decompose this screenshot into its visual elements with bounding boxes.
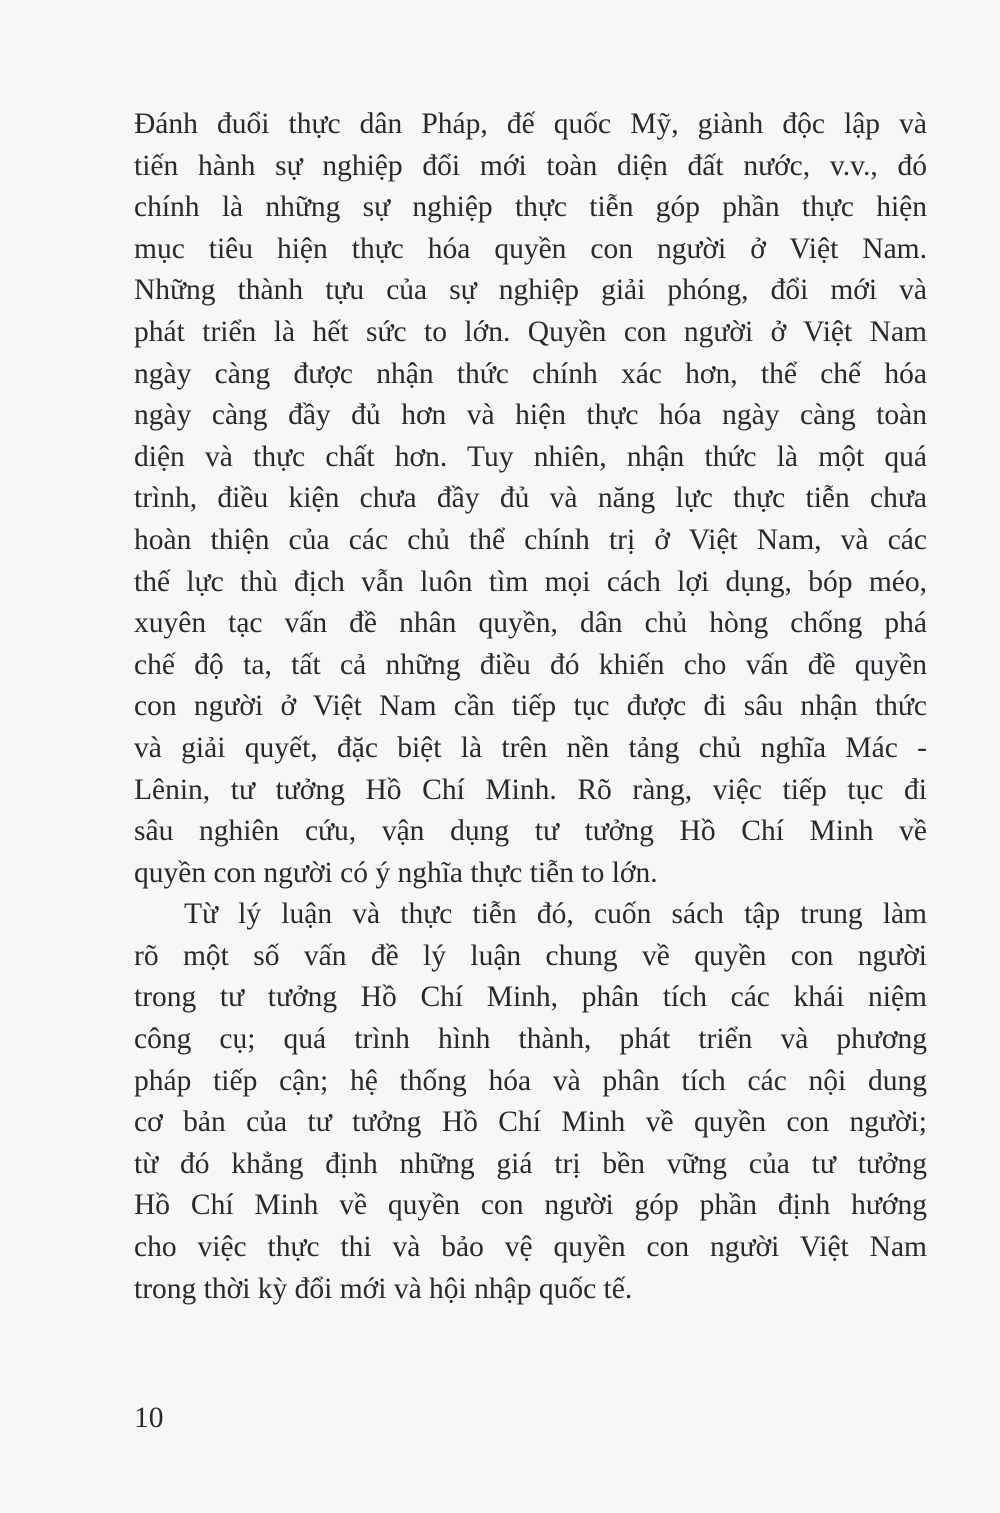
text-line: thế lực thù địch vẫn luôn tìm mọi cách lợi dụng, bóp méo, (134, 565, 927, 598)
text-line: ngày càng đầy đủ hơn và hiện thực hóa ngày càng toàn (134, 399, 927, 432)
text-line: cho việc thực thi và bảo vệ quyền con người Việt Nam (134, 1231, 927, 1264)
text-line: phát triển là hết sức to lớn. Quyền con người ở Việt Nam (134, 315, 927, 348)
text-line: pháp tiếp cận; hệ thống hóa và phân tích các nội dung (134, 1064, 927, 1097)
text-line: trình, điều kiện chưa đầy đủ và năng lực thực tiễn chưa (134, 482, 927, 515)
text-line: xuyên tạc vấn đề nhân quyền, dân chủ hòng chống phá (134, 607, 927, 640)
text-line: công cụ; quá trình hình thành, phát triển và phương (134, 1023, 927, 1056)
paragraph-1 (134, 104, 927, 894)
text-line: Lênin, tư tưởng Hồ Chí Minh. Rõ ràng, việc tiếp tục đi (134, 773, 927, 806)
text-line: chính là những sự nghiệp thực tiễn góp phần thực hiện (134, 191, 927, 224)
text-line: Đánh đuổi thực dân Pháp, đế quốc Mỹ, giành độc lập và (134, 108, 927, 140)
body-text (134, 104, 927, 1310)
text-line: Những thành tựu của sự nghiệp giải phóng, đổi mới và (134, 274, 927, 307)
text-line: Từ lý luận và thực tiễn đó, cuốn sách tập trung làm (184, 898, 927, 931)
text-line: mục tiêu hiện thực hóa quyền con người ở Việt Nam. (134, 232, 927, 265)
text-line: rõ một số vấn đề lý luận chung về quyền con người (134, 939, 927, 972)
paragraph-2 (134, 894, 927, 1310)
text-line: cơ bản của tư tưởng Hồ Chí Minh về quyền con người; (134, 1106, 927, 1139)
text-line: diện và thực chất hơn. Tuy nhiên, nhận thức là một quá (134, 440, 927, 473)
text-line: Hồ Chí Minh về quyền con người góp phần định hướng (134, 1189, 927, 1222)
text-line: sâu nghiên cứu, vận dụng tư tưởng Hồ Chí Minh về (134, 815, 927, 848)
page-number: 10 (134, 1402, 164, 1434)
text-line: ngày càng được nhận thức chính xác hơn, thể chế hóa (134, 357, 927, 390)
text-line: từ đó khẳng định những giá trị bền vững của tư tưởng (134, 1147, 927, 1180)
text-line: chế độ ta, tất cả những điều đó khiến cho vấn đề quyền (134, 648, 927, 681)
text-line: và giải quyết, đặc biệt là trên nền tảng chủ nghĩa Mác - (134, 731, 927, 764)
text-line: quyền con người có ý nghĩa thực tiễn to lớn. (134, 856, 658, 889)
text-line: hoàn thiện của các chủ thể chính trị ở Việt Nam, và các (134, 523, 927, 556)
text-line: tiến hành sự nghiệp đổi mới toàn diện đất nước, v.v., đó (134, 149, 927, 182)
text-line: trong tư tưởng Hồ Chí Minh, phân tích các khái niệm (134, 981, 927, 1014)
text-line: con người ở Việt Nam cần tiếp tục được đi sâu nhận thức (134, 690, 927, 723)
text-line: trong thời kỳ đổi mới và hội nhập quốc tế. (134, 1272, 633, 1305)
